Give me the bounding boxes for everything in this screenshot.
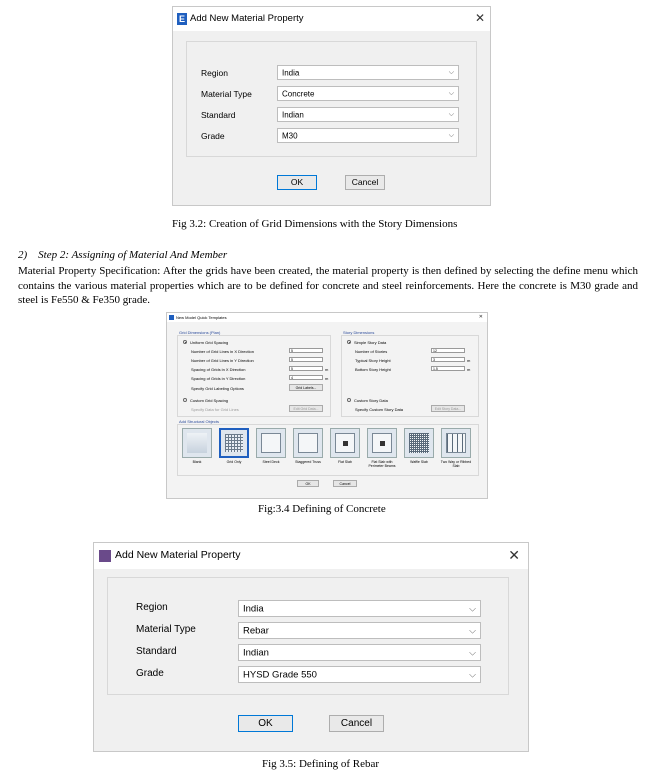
chevron-down-icon: ⌵ (448, 89, 454, 97)
close-icon[interactable]: ✕ (508, 547, 520, 563)
dialog-title: New Model Quick Templates (176, 315, 227, 320)
dialog-title: Add New Material Property (190, 13, 304, 24)
grid-row-input[interactable]: 5 (289, 357, 323, 362)
chevron-down-icon: ⌵ (448, 110, 454, 118)
cancel-button[interactable]: Cancel (333, 480, 357, 487)
region-select[interactable]: India ⌵ (277, 65, 459, 80)
app-icon: E (178, 14, 185, 24)
unit-label: m (467, 358, 471, 363)
unit-label: m (325, 376, 329, 381)
grade-label: Grade (201, 131, 225, 141)
standard-label: Standard (201, 110, 236, 120)
objects-group-title: Add Structural Objects (179, 419, 220, 424)
unit-label: m (325, 367, 329, 372)
ok-button[interactable]: OK (238, 715, 293, 732)
region-label: Region (136, 602, 168, 613)
template-two-way-slab[interactable] (441, 428, 471, 458)
unit-label: m (467, 367, 471, 372)
uniform-grid-label: Uniform Grid Spacing (190, 340, 229, 345)
template-label: Flat Slab (338, 460, 352, 464)
material-dialog-rebar (93, 542, 529, 752)
story-row-input[interactable]: 12 (431, 348, 465, 353)
close-icon[interactable]: ✕ (474, 11, 485, 25)
grid-row-input[interactable]: 5 (289, 348, 323, 353)
dialog-title: Add New Material Property (115, 549, 241, 561)
close-icon[interactable]: ✕ (478, 314, 483, 320)
grid-row-label: Number of Grid Lines in Y Direction (191, 358, 254, 363)
template-label: Waffle Slab (410, 460, 428, 464)
app-icon (99, 550, 111, 562)
story-row-label: Number of Stories (355, 349, 388, 354)
grid-row-input[interactable]: 4 (289, 375, 323, 380)
simple-story-label: Simple Story Data (354, 340, 387, 345)
chevron-down-icon: ⌵ (469, 625, 476, 635)
template-flat-slab-perimeter[interactable] (367, 428, 397, 458)
custom-grid-label: Custom Grid Spacing (190, 398, 229, 403)
custom-story-sub-label: Specify Custom Story Data (355, 407, 404, 412)
grade-select[interactable]: M30 ⌵ (277, 128, 459, 143)
edit-story-data-button[interactable]: Edit Story Data... (431, 405, 465, 412)
template-label: Blank (192, 460, 202, 464)
app-icon (169, 315, 174, 320)
dialog-titlebar (94, 543, 528, 569)
story-group-title: Story Dimensions (343, 330, 375, 335)
grid-group-title: Grid Dimensions (Plan) (179, 330, 221, 335)
template-label: Steel Deck (262, 460, 280, 464)
template-waffle-slab[interactable] (404, 428, 434, 458)
material-type-label: Material Type (201, 89, 252, 99)
grid-labels-button[interactable]: Grid Labels... (289, 384, 323, 391)
story-row-label: Typical Story Height (355, 358, 391, 363)
uniform-grid-radio[interactable] (183, 340, 187, 344)
template-blank[interactable] (182, 428, 212, 458)
grid-row-input[interactable]: 5 (289, 366, 323, 371)
template-flat-slab[interactable] (330, 428, 360, 458)
dialog-titlebar (167, 313, 487, 322)
standard-label: Standard (136, 646, 177, 657)
quick-templates-dialog (166, 312, 488, 499)
chevron-down-icon: ⌵ (448, 68, 454, 76)
simple-story-radio[interactable] (347, 340, 351, 344)
material-type-select[interactable]: Rebar ⌵ (238, 622, 481, 639)
cancel-button[interactable]: Cancel (345, 175, 385, 190)
story-row-input[interactable]: 3 (431, 357, 465, 362)
story-row-input[interactable]: 1.5 (431, 366, 465, 371)
material-dialog-concrete (172, 6, 491, 206)
chevron-down-icon: ⌵ (448, 131, 454, 139)
standard-select[interactable]: Indian ⌵ (238, 644, 481, 661)
ok-button[interactable]: OK (277, 175, 317, 190)
ok-button[interactable]: OK (297, 480, 319, 487)
chevron-down-icon: ⌵ (469, 647, 476, 657)
template-staggered-truss[interactable] (293, 428, 323, 458)
body-paragraph: Material Property Specification: After the grids have been created, the material property is then defined by selecting the define menu which contains the various material properties which are to be defined for concrete and steel reinforcements. Here the concrete is M30 grade and steel is Fe550 & Fe350 grade. (18, 265, 638, 307)
custom-grid-radio[interactable] (183, 398, 187, 402)
custom-grid-sub-label: Specify Data for Grid Lines (191, 407, 239, 412)
template-grid-only[interactable] (219, 428, 249, 458)
template-label: Grid Only (226, 460, 242, 464)
material-type-select[interactable]: Concrete ⌵ (277, 86, 459, 101)
cancel-button[interactable]: Cancel (329, 715, 384, 732)
template-label: Staggered Truss (295, 460, 321, 464)
grade-label: Grade (136, 668, 164, 679)
chevron-down-icon: ⌵ (469, 603, 476, 613)
material-type-label: Material Type (136, 624, 196, 635)
region-select[interactable]: India ⌵ (238, 600, 481, 617)
figure-caption-2: Fig:3.4 Defining of Concrete (258, 503, 386, 515)
template-label: Flat Slab with Perimeter Beams (368, 460, 396, 468)
custom-story-label: Custom Story Data (354, 398, 388, 403)
region-label: Region (201, 68, 228, 78)
custom-story-radio[interactable] (347, 398, 351, 402)
grid-row-label: Spacing of Grids in X Direction (191, 367, 246, 372)
edit-grid-data-button[interactable]: Edit Grid Data... (289, 405, 323, 412)
figure-caption-3: Fig 3.5: Defining of Rebar (262, 758, 380, 770)
template-steel-deck[interactable] (256, 428, 286, 458)
grid-labeling-label: Specify Grid Labeling Options (191, 386, 244, 391)
figure-caption-1: Fig 3.2: Creation of Grid Dimensions with the Story Dimensions (172, 218, 458, 230)
grade-select[interactable]: HYSD Grade 550 ⌵ (238, 666, 481, 683)
chevron-down-icon: ⌵ (469, 669, 476, 679)
standard-select[interactable]: Indian ⌵ (277, 107, 459, 122)
story-row-label: Bottom Story Height (355, 367, 391, 372)
section-heading: 2) Step 2: Assigning of Material And Member (18, 249, 228, 261)
template-label: Two Way or Ribbed Slab (440, 460, 472, 468)
grid-row-label: Spacing of Grids in Y Direction (191, 376, 246, 381)
dialog-titlebar (173, 7, 490, 31)
grid-row-label: Number of Grid Lines in X Direction (191, 349, 254, 354)
